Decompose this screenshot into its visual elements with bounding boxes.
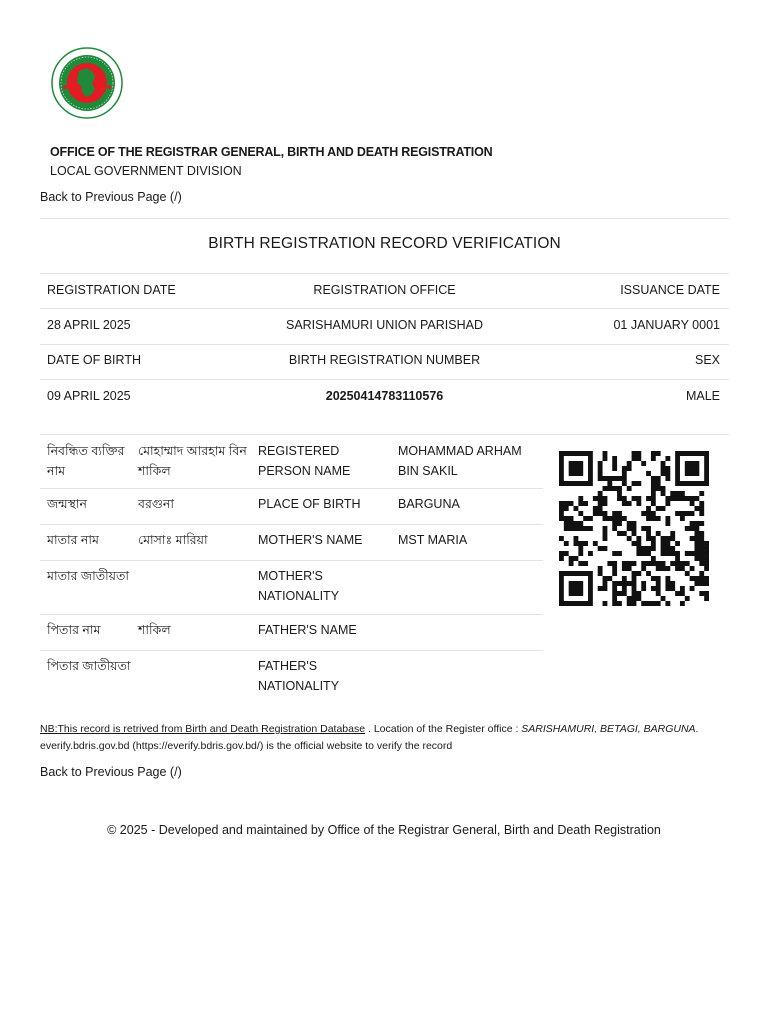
table-row (40, 651, 543, 703)
en-label: REGISTERED PERSON NAME (258, 444, 351, 478)
table-row (40, 436, 543, 489)
bn-label: পিতার নাম (47, 623, 101, 637)
table-row (40, 561, 543, 615)
summary-values-row-1 (40, 308, 729, 343)
table-row (40, 489, 543, 525)
summary-values-row-2 (40, 379, 729, 414)
issuance-date-value: 01 JANUARY 0001 (613, 318, 720, 332)
office-header (50, 143, 492, 181)
bn-label: মাতার নাম (47, 533, 99, 547)
back-to-previous-link[interactable]: Back to Previous Page (/) (40, 765, 182, 779)
office-name: OFFICE OF THE REGISTRAR GENERAL, BIRTH AND DEATH REGISTRATION (50, 145, 493, 159)
registration-date-value: 28 APRIL 2025 (47, 318, 131, 332)
en-label: MOTHER'S NATIONALITY (258, 569, 340, 603)
sex-value: MALE (685, 389, 720, 403)
birth-registration-number-value: 20250414783110576 (325, 389, 444, 403)
back-to-previous-link[interactable]: Back to Previous Page (/) (40, 190, 182, 204)
divider (40, 218, 729, 219)
bn-value: শাকিল (138, 623, 171, 637)
summary-labels-row-2 (40, 343, 729, 378)
bn-label: নিবন্ধিত ব্যক্তির নাম (47, 444, 125, 478)
en-label: FATHER'S NATIONALITY (258, 659, 340, 693)
en-value: MOHAMMAD ARHAM BIN SAKIL (398, 444, 522, 478)
registration-date-label: REGISTRATION DATE (47, 283, 176, 297)
en-label: MOTHER'S NAME (258, 533, 363, 547)
qr-code-icon (559, 451, 709, 606)
en-value: BARGUNA (398, 497, 460, 511)
bn-value: মোসাঃ মারিয়া (138, 533, 208, 547)
bn-label: পিতার জাতীয়তা (47, 659, 131, 673)
sex-label: SEX (694, 353, 720, 367)
person-details-table (40, 436, 543, 703)
registration-office-value: SARISHAMURI UNION PARISHAD (285, 318, 483, 332)
date-of-birth-label: DATE OF BIRTH (47, 353, 141, 367)
note-text (40, 721, 698, 755)
divider (40, 434, 729, 435)
page-title: BIRTH REGISTRATION RECORD VERIFICATION (208, 235, 561, 252)
bn-value: মোহাম্মাদ আরহাম বিন শাকিল (138, 444, 247, 478)
footer-text: © 2025 - Developed and maintained by Office of the Registrar General, Birth and Death Registration (107, 823, 661, 837)
en-value: MST MARIA (398, 533, 468, 547)
en-label: FATHER'S NAME (258, 623, 357, 637)
table-row (40, 615, 543, 651)
en-label: PLACE OF BIRTH (258, 497, 361, 511)
registration-office-label: REGISTRATION OFFICE (313, 283, 456, 297)
bn-value: বরগুনা (138, 497, 175, 511)
division-name: LOCAL GOVERNMENT DIVISION (50, 164, 242, 178)
bn-label: মাতার জাতীয়তা (47, 569, 130, 583)
birth-registration-number-label: BIRTH REGISTRATION NUMBER (288, 353, 481, 367)
location-suffix: . (695, 723, 699, 735)
summary-labels-row-1 (40, 273, 729, 308)
bn-label: জন্মস্থান (47, 497, 88, 511)
register-office-location: SARISHAMURI, BETAGI, BARGUNA (521, 723, 696, 735)
issuance-date-label: ISSUANCE DATE (620, 283, 720, 297)
website-note: everify.bdris.gov.bd (https://everify.bdris.gov.bd/) is the official website to verify the record (40, 740, 453, 752)
date-of-birth-value: 09 APRIL 2025 (47, 389, 131, 403)
nb-database-note: NB:This record is retrived from Birth and Death Registration Database (40, 723, 366, 735)
bangladesh-government-seal-icon (51, 47, 123, 119)
table-row (40, 525, 543, 561)
location-prefix: . Location of the Register office : (365, 723, 522, 735)
